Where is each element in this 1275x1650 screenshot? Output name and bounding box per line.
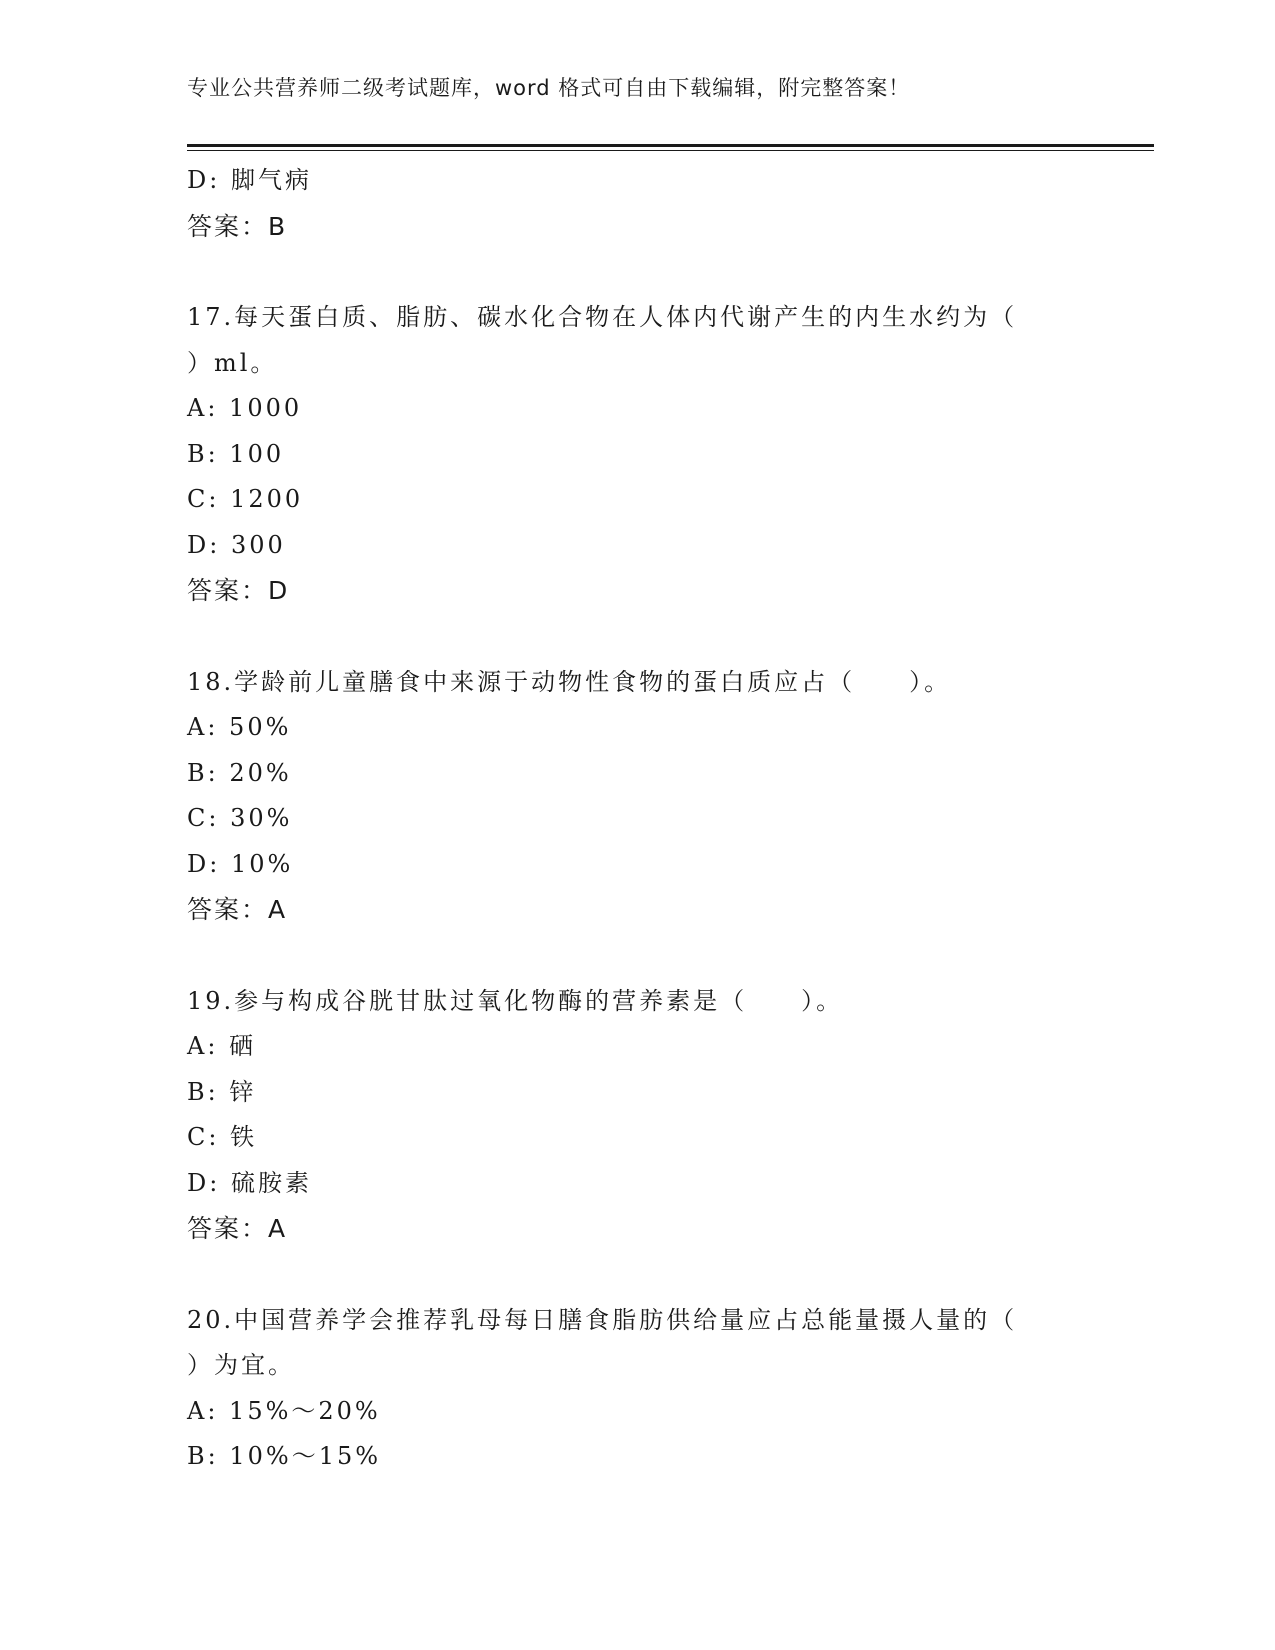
option-b: B: 100: [187, 439, 285, 468]
option-b: B: 10%～15%: [187, 1442, 382, 1470]
question-stem-continued: ）ml。: [187, 348, 278, 377]
question-stem: 19.参与构成谷胱甘肽过氧化物酶的营养素是（ ）。: [187, 986, 844, 1015]
spacer: [187, 1252, 1087, 1298]
spacer: [187, 933, 1087, 979]
option-d: D: 脚气病: [187, 166, 312, 194]
option-a: A: 50%: [187, 713, 292, 741]
question-stem-continued: ）为宜。: [187, 1351, 295, 1379]
spacer: [187, 614, 1087, 660]
option-a: A: 1000: [187, 394, 303, 422]
option-b: B: 20%: [187, 758, 292, 787]
page-header: 专业公共营养师二级考试题库，word 格式可自由下载编辑，附完整答案！: [187, 76, 911, 100]
spacer: [187, 249, 1087, 295]
option-d: D: 300: [187, 530, 286, 559]
question-stem: 18.学龄前儿童膳食中来源于动物性食物的蛋白质应占（ ）。: [187, 667, 952, 696]
option-c: C: 30%: [187, 804, 293, 832]
question-stem: 20.中国营养学会推荐乳母每日膳食脂肪供给量应占总能量摄人量的（: [187, 1305, 1018, 1334]
question-list: [187, 158, 1087, 1480]
answer: 答案：D: [187, 576, 290, 605]
answer: 答案：B: [187, 211, 288, 241]
option-a: A: 15%～20%: [187, 1396, 381, 1425]
option-c: C: 铁: [187, 1123, 258, 1151]
option-c: C: 1200: [187, 485, 304, 513]
answer: 答案：A: [187, 1214, 288, 1243]
answer: 答案：A: [187, 895, 288, 924]
header-rule-thin: [187, 150, 1154, 151]
question-stem: 17.每天蛋白质、脂肪、碳水化合物在人体内代谢产生的内生水约为（: [187, 303, 1018, 331]
option-b: B: 锌: [187, 1077, 257, 1106]
header-rule-thick: [187, 144, 1154, 147]
option-d: D: 10%: [187, 849, 294, 878]
option-a: A: 硒: [187, 1032, 257, 1060]
option-d: D: 硫胺素: [187, 1168, 312, 1197]
